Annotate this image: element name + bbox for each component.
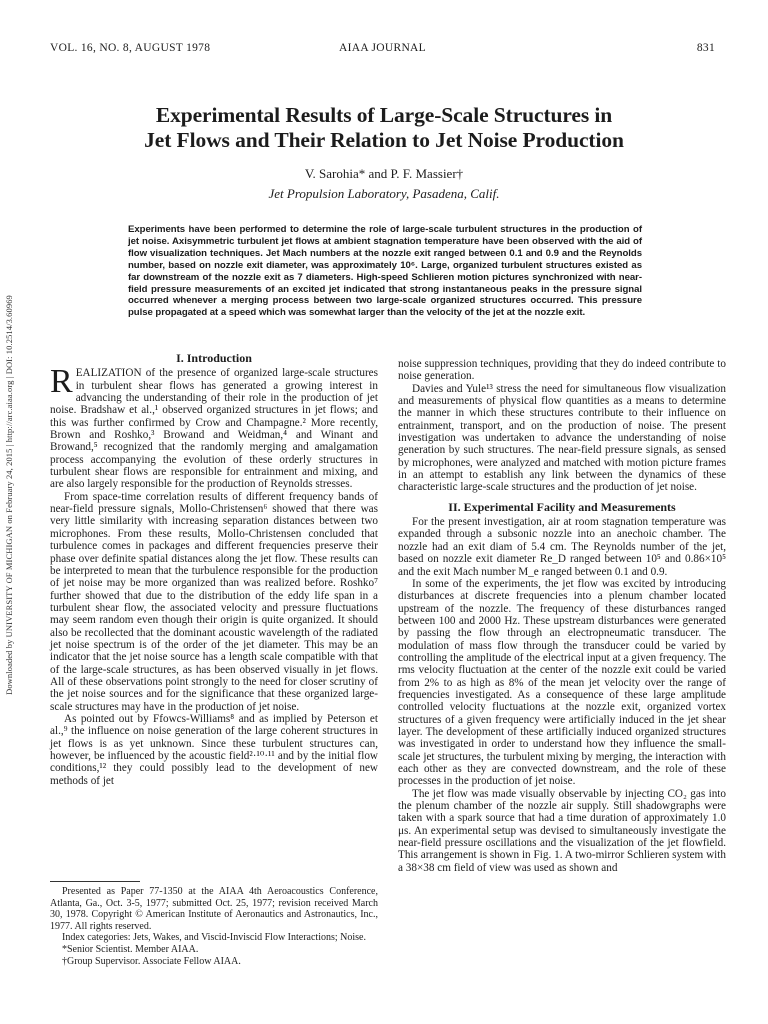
intro-paragraph-4: Davies and Yule¹³ stress the need for simultaneous flow visualization and measurements of physical flow quantities as a means to determine the manner in which these structures contribute to their influence on entrainment, transport, and on the production of noise. The present investigation was undertaken to advance the understanding of noise generation by such structures. The near-field pressure signals, as sensed by microphones, were analyzed and matched with motion picture frames in an attempt to establish any link between the dynamics of these characteristic large-scale structures and the production of jet noise. [398,382,726,494]
footnote-author-1: *Senior Scientist. Member AIAA. [62,943,199,955]
facility-paragraph-2: In some of the experiments, the jet flow was excited by introducing disturbances at discrete frequencies into a plenum chamber located upstream of the nozzle. The frequency of these disturbances ranged between 100 and 2000 Hz. These upstream disturbances were generated by passing the flow through an electropneumatic transducer. The modulation of mass flow through the transducer could be varied by controlling the amplitude of the electrical input at a given frequency. The rms velocity fluctuation at the center of the nozzle exit could be varied from 2% to as high as 8% of the mean jet velocity over the range of frequencies investigated. As a consequence of these large amplitude controlled velocity fluctuations at the nozzle exit, organized vortex structures of a given frequency were artificially induced in the jet shear layer. The development of these artificially induced organized structures was investigated in order to understand how they influence the small-scale jet structures, the turbulent mixing by merging, the interaction with each other as they are convected downstream, and the role of these processes in the production of jet noise. [398,577,726,788]
author-list: V. Sarohia* and P. F. Massier† [304,166,464,181]
journal-name: AIAA JOURNAL [339,42,426,54]
right-column [398,358,726,874]
intro-paragraph-1 [50,363,378,491]
footnotes [50,886,378,967]
section-heading-introduction: I. Introduction [176,351,252,365]
abstract: Experiments have been performed to determine the role of large-scale turbulent structures in the production of jet noise. Axisymmetric turbulent jet flows at ambient stagnation temperature have been observed with the aid of flow visualization techniques. Jet Mach numbers at the nozzle exit ranged between 0.1 and 0.9 and the Reynolds number, based on nozzle exit diameter, was approximately 10⁶. Large, organized turbulent structures existed as far downstream of the nozzle exit as 7 diameters. High-speed Schlieren motion pictures synchronized with near-field pressure measurements of an excited jet indicated that strong instantaneous peaks in the pressure signal occurred whenever a merging process between two large-scale organized structures occurred. This pressure pulse propagated at a speed which was somewhat larger than the velocity of the jet at the nozzle exit. [128,224,642,319]
intro-paragraph-3-continued: noise suppression techniques, providing that they do indeed contribute to noise generation. [398,358,726,383]
intro-paragraph-3: As pointed out by Ffowcs-Williams⁸ and as implied by Peterson et al.,⁹ the influence on noise generation of the large coherent structures in jet flows is as yet unknown. Since these turbulent structures can, however, be influenced by the acoustic field²·¹⁰·¹¹ and by the initial flow conditions,¹² they could possibly lead to the development of new methods of jet [50,712,378,787]
volume-info: VOL. 16, NO. 8, AUGUST 1978 [50,42,211,54]
article-title [60,103,708,153]
download-watermark-text: Downloaded by UNIVERSITY OF MICHIGAN on February 24, 2015 | http://arc.aiaa.org | DOI: 10.2514/3.60969 [4,295,14,695]
author-affiliation: Jet Propulsion Laboratory, Pasadena, Calif. [268,186,500,201]
download-watermark [2,295,16,695]
section-heading-experimental-facility: II. Experimental Facility and Measurements [448,499,676,514]
intro-paragraph-1-text: EALIZATION of the presence of organized large-scale structures in turbulent shear flows has generated a growing interest in advancing the understanding of their role in the production of jet noise. Bradshaw et al.,¹ observed organized structures in jet flows; and this was further confirmed by Crow and Champagne.² More recently, Brown and Roshko,³ Browand and Weidman,⁴ and Winant and Browand,⁵ recognized that the randomly merging and amalgamation process accompanying the evolution of these orderly structures in turbulent shear flows are responsible for entrainment and mixing, and are also largely responsible for the production of Reynolds stresses. [50,367,378,491]
footnote-index-categories: Index categories: Jets, Wakes, and Viscid-Inviscid Flow Interactions; Noise. [62,932,366,944]
title-line-1: Experimental Results of Large-Scale Structures in [155,103,613,127]
facility-paragraph-3: The jet flow was made visually observable by injecting CO₂ gas into the plenum chamber of the nozzle air supply. Still shadowgraphs were taken with a spark source that had a time duration of approximately 1.0 μs. An experimental setup was devised to simultaneously investigate the near-field pressure oscillations and the visualization of the jet flowfield. This arrangement is shown in Fig. 1. A two-mirror Schlieren system with a 38×38 cm field of view was used as shown and [398,787,726,874]
footnote-presented: Presented as Paper 77-1350 at the AIAA 4th Aeroacoustics Conference, Atlanta, Ga., Oct. 3-5, 1977; submitted Oct. 25, 1977; revision received March 30, 1978. Copyright © American Institute of Aeronautics and Astronautics, Inc., 1977. All rights reserved. [50,886,378,932]
drop-cap: R [50,363,73,401]
footnote-divider [50,881,140,882]
left-column [50,352,378,787]
footnote-author-2: †Group Supervisor. Associate Fellow AIAA. [62,955,241,967]
facility-paragraph-1: For the present investigation, air at room stagnation temperature was expanded through a subsonic nozzle into an anechoic chamber. The nozzle had an exit diam of 5.4 cm. The Reynolds number of the jet, based on nozzle exit diameter Re_D ranged between 10⁵ and 0.86×10⁵ and the exit Mach number M_e ranged between 0.1 and 0.9. [398,516,726,578]
title-line-2: Jet Flows and Their Relation to Jet Noise Production [144,128,624,152]
running-header [50,42,715,56]
page-number: 831 [696,42,715,54]
intro-paragraph-2: From space-time correlation results of different frequency bands of near-field pressure signals, Mollo-Christensen⁶ showed that there was very little similarity with increasing separation distances between two microphones. From these results, Mollo-Christensen concluded that turbulence comes in packages and different frequencies preserve their phase over definite spatial distances along the jet flow. These results can be interpreted to mean that the turbulence responsible for the production of jet noise may be more organized than was realized before. Roshko⁷ further showed that due to the distribution of the eddy life span in a turbulent shear flow, the associated velocity and pressure fluctuations may seem random even though their origin is quite organized. It should also be recollected that the dominant acoustic wavelength of the radiated jet noise spectrum is of the order of the jet diameter. This may be an indicator that the jet noise source has a length scale compatible with that of the large-scale structures, as has been observed visually in jet flows. All of these observations point strongly to the need for closer scrutiny of the jet noise sources and for the significance that these organized large-scale structures may have in the production of jet noise. [50,490,378,713]
